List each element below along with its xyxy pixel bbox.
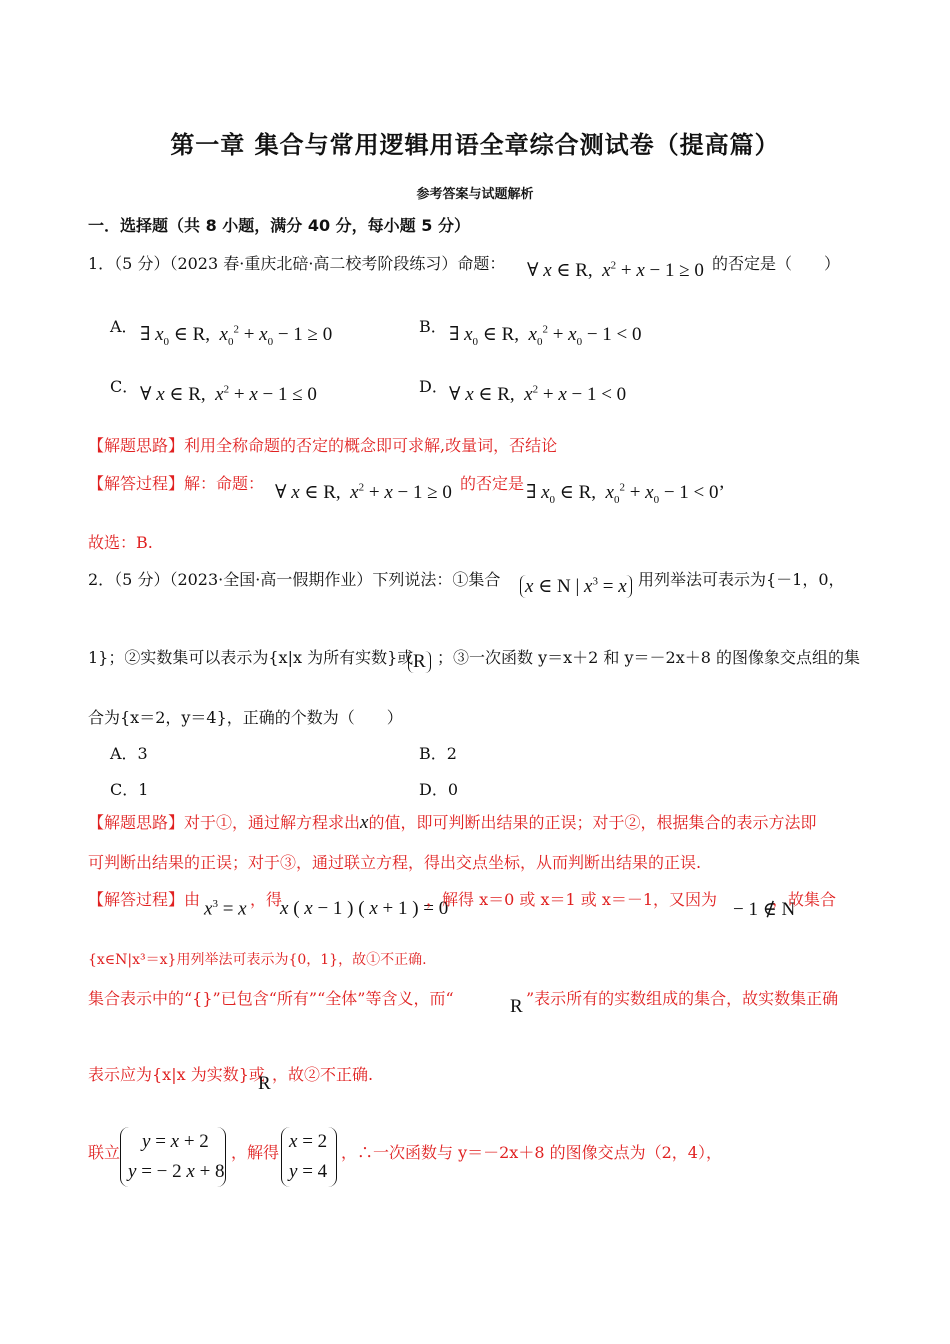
q1-option-d: ∀ x ∈ R, $x^2 + x - 1 < 0$	[449, 383, 627, 405]
q1-option-b: ∃ $x_0$ ∈ R, $x_0^2 + x_0 - 1 < 0$	[449, 323, 642, 348]
q2-process-p1c: ，解得 x＝0 或 x＝1 或 x＝－1，又因为	[426, 890, 718, 909]
q1-process-prefix	[88, 471, 264, 494]
q1-option-a-label: A．	[110, 317, 138, 336]
system-row-1: y = x + 2	[142, 1131, 209, 1152]
q2-process-p4a: 表示应为{x|x 为实数}或	[88, 1065, 265, 1084]
q1-thought-text: 利用全称命题的否定的概念即可求解,改量词，否结论	[184, 436, 558, 455]
q1-process-mid: 的否定是	[460, 474, 525, 493]
q1-option-a: ∃ $x_0$ ∈ R, $x_0^2 + x_0 - 1 \ge 0$	[140, 323, 333, 348]
solution-left-brace	[281, 1127, 290, 1187]
page-subtitle: 参考答案与试题解析	[416, 187, 534, 202]
q2-process-eq3: − 1 ∉ N	[733, 899, 796, 920]
q1-process-formula-2: ∃ $x_0$ ∈ R, $x_0^2 + x_0 - 1 < 0$’	[526, 481, 725, 506]
solution-row-2: y = 4	[289, 1161, 328, 1182]
q1-option-c-label: C．	[110, 377, 139, 396]
system-left-brace	[120, 1127, 129, 1187]
solution-right-brace	[328, 1127, 337, 1187]
q1-option-c: ∀ x ∈ R, $x^2 + x - 1 \le 0$	[140, 383, 317, 405]
q2-process-p2: {x∈N|x³＝x}用列举法可表示为{0，1}，故①不正确.	[88, 952, 427, 968]
q2-stem-line1-suffix: 用列举法可表示为{－1，0，	[638, 570, 845, 589]
q2-process-p1b: ，得	[250, 890, 283, 909]
q2-process-p4b: ，故②不正确.	[272, 1065, 374, 1084]
q1-stem-formula: ∀ x ∈ R, $x^2 + x - 1 \ge 0$	[527, 259, 704, 281]
q2-stem-line1-prefix: 2．（5 分）（2023·全国·高一假期作业）下列说法：①集合	[88, 570, 501, 589]
q2-process-eq2: x ( x − 1 ) ( x + 1 ) = 0	[280, 898, 449, 919]
q1-thought-tag: 【解题思路】	[88, 436, 185, 455]
q2-process-p5b: ，解得	[231, 1143, 280, 1162]
q2-option-b: B．2	[419, 744, 457, 763]
q2-process-r-symbol-2: R	[258, 1073, 271, 1094]
page-title: 第一章 集合与常用逻辑用语全章综合测试卷（提高篇）	[170, 131, 780, 159]
q2-stem-set-r: R	[408, 651, 431, 673]
q2-process-p3a: 集合表示中的“{}”已包含“所有”“全体”等含义，而“	[88, 989, 454, 1008]
q2-thought-tag: 【解题思路】	[88, 813, 185, 832]
q2-thought-x: x	[360, 812, 369, 833]
q2-thought-line1	[88, 810, 816, 834]
q2-thought-a: 对于①，通过解方程求出	[184, 813, 361, 832]
q1-process-tag: 【解答过程】	[88, 474, 185, 493]
q1-stem-prefix: 1．（5 分）（2023 春·重庆北碚·高二校考阶段练习）命题：	[88, 254, 506, 273]
system-right-brace	[217, 1127, 226, 1187]
q1-answer: 故选：B.	[88, 533, 153, 552]
q2-process-r-symbol: R	[510, 996, 523, 1017]
q2-process-p5a: 联立	[88, 1143, 121, 1162]
q1-stem-suffix: 的否定是（ ）	[712, 254, 841, 273]
q2-equation-system	[120, 1127, 226, 1187]
q1-thought	[88, 433, 557, 456]
q1-option-d-label: D．	[419, 377, 448, 396]
q2-thought-b: 的值，即可判断出结果的正误；对于②，根据集合的表示方法即	[368, 813, 817, 832]
q1-option-b-label: B．	[419, 317, 447, 336]
q1-process-text: 解：命题：	[184, 474, 265, 493]
q2-solution-system	[281, 1127, 337, 1187]
q2-stem-line2-a: 1}；②实数集可以表示为{x|x 为所有实数}或	[88, 648, 414, 667]
system-row-2: y = − 2 x + 8	[128, 1161, 225, 1182]
q2-option-d: D．0	[419, 780, 459, 799]
q2-process-p3b: ”表示所有的实数组成的集合，故实数集正确	[526, 989, 839, 1008]
q1-process-formula-1: ∀ x ∈ R, $x^2 + x - 1 \ge 0$	[275, 481, 452, 503]
section-heading: 一．选择题（共 8 小题，满分 40 分，每小题 5 分）	[88, 216, 470, 235]
q2-thought-line2: 可判断出结果的正误；对于③，通过联立方程，得出交点坐标，从而判断出结果的正误.	[88, 853, 702, 872]
q2-process-eq1: $x^3 = x$	[204, 898, 247, 920]
q2-stem-line2-b: ；③一次函数 y＝x＋2 和 y＝－2x＋8 的图像象交点组的集	[437, 648, 861, 667]
q2-process-tag: 【解答过程】	[88, 890, 185, 909]
q2-option-a: A．3	[110, 744, 148, 763]
q2-process-line1-a	[88, 887, 200, 910]
q2-stem-set: x ∈ N | $x^3 = x$	[520, 575, 632, 598]
q2-option-c: C．1	[110, 780, 149, 799]
q2-process-p1a: 由	[184, 890, 201, 909]
q2-process-p1d: ，故集合	[772, 890, 837, 909]
q2-process-p5c: ，∴一次函数与 y＝－2x＋8 的图像交点为（2，4），	[341, 1143, 722, 1162]
solution-row-1: x = 2	[289, 1131, 328, 1152]
q2-stem-line3: 合为{x＝2，y＝4}，正确的个数为（ ）	[88, 708, 403, 727]
